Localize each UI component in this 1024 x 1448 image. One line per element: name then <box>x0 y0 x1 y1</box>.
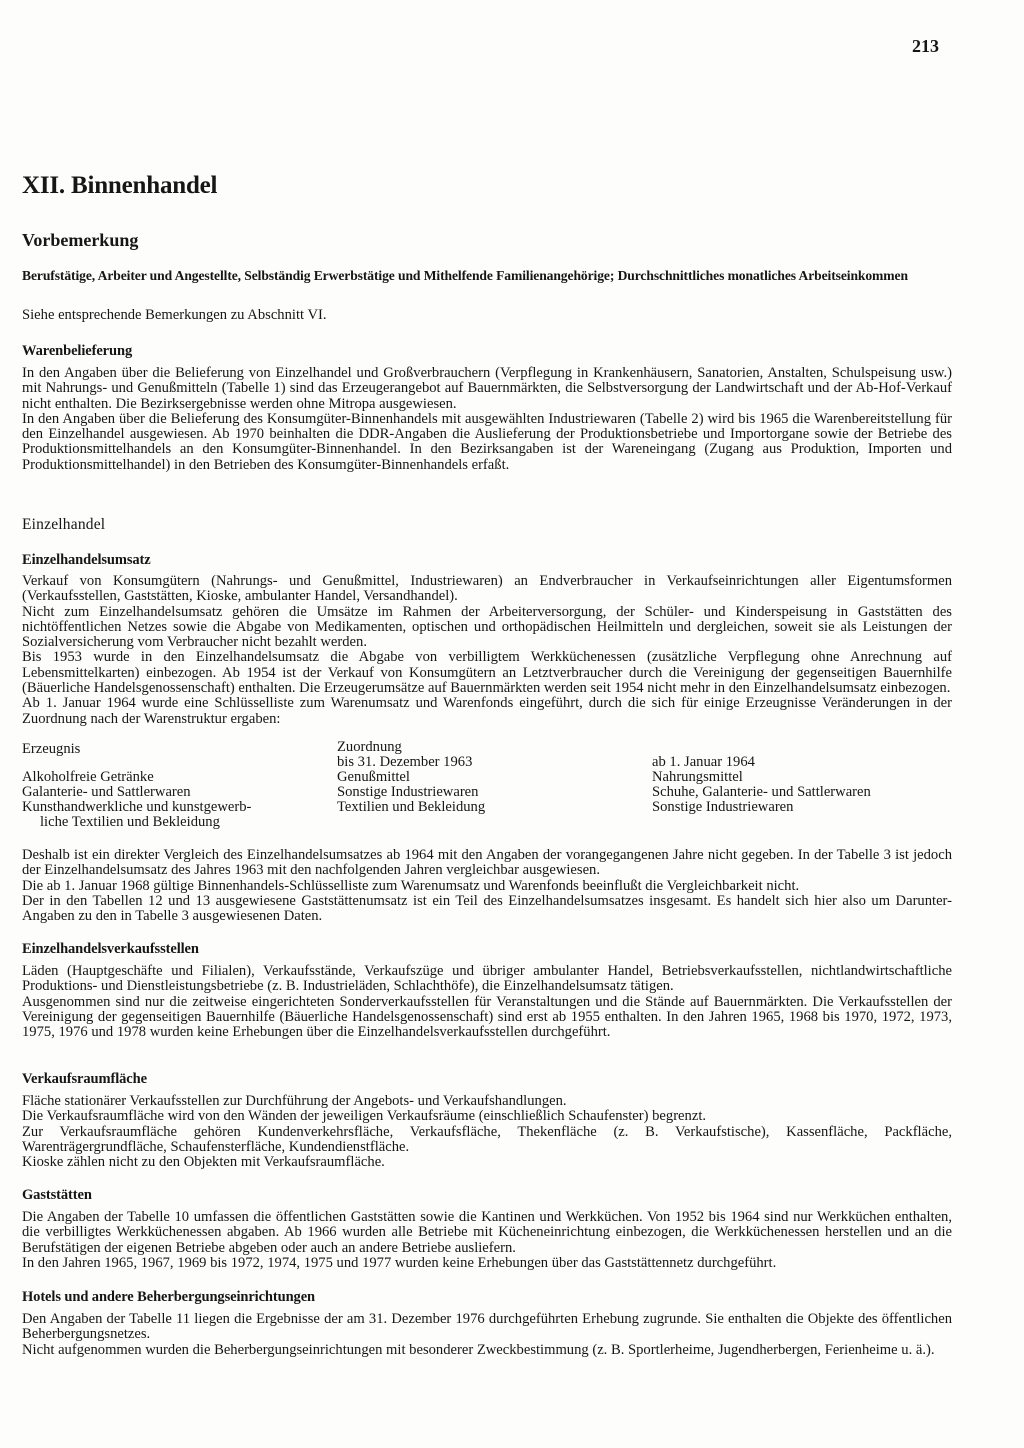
retail-sales-heading: Einzelhandelsumsatz <box>22 552 151 568</box>
restaurants-paragraph: In den Jahren 1965, 1967, 1969 bis 1972, 1974, 1975 und 1977 wurden keine Erhebungen über das Gaststättennetz durchgeführt. <box>22 1254 777 1271</box>
table-header-product: Erzeugnis <box>22 741 81 757</box>
comparison-paragraph: Der in den Tabellen 12 und 13 ausgewiesene Gaststättenumsatz ist ein Teil des Einzelhandelsumsatzes insgesamt. Es handelt sich hier also um Darunter-Angaben zu den in Tabelle 3 ausgewiesenen Daten. <box>22 892 952 925</box>
table-cell-product <box>22 800 322 831</box>
retail-heading: Einzelhandel <box>22 516 106 533</box>
retail-sales-paragraph: Ab 1. Januar 1964 wurde eine Schlüsselliste zum Warenumsatz und Warenfonds eingeführt, durch die sich für einige Erzeugnisse Veränderungen in der Zuordnung nach der Warenstruktur ergaben: <box>22 695 952 727</box>
restaurants-heading: Gaststätten <box>22 1187 92 1203</box>
retail-sales-paragraph: Nicht zum Einzelhandelsumsatz gehören die Umsätze im Rahmen der Arbeiterversorgung, der Schüler- und Kinderspeisung in Gaststätten des nichtöffentlichen Netzes sowie die Abgabe von Medikamenten, optischen und orthopädischen Heilmitteln und dergleichen, soweit sie als Leistungen der Sozialversicherung vom Verbraucher nicht bezahlt werden. <box>22 603 952 651</box>
delivery-paragraph: In den Angaben über die Belieferung von Einzelhandel und Großverbrauchern (Verpflegung in Krankenhäusern, Sanatorien, Anstalten, Schulspeisung usw.) mit Nahrungs- und Genußmitteln (Tabelle 1) sind das Erzeugerangebot auf Bauernmärkten, die Selbstversorgung der Landwirtschaft und der Ab-Hof-Verkauf nicht enthalten. Die Bezirksergebnisse werden ohne Mitropa ausgewiesen. <box>22 365 952 412</box>
page-number: 213 <box>912 36 939 56</box>
hotels-paragraph: Nicht aufgenommen wurden die Beherbergungseinrichtungen mit besonderer Zweckbestimmung (z. B. Sportlerheime, Jugendherbergen, Ferienheime u. ä.). <box>22 1341 935 1358</box>
table-cell-product: Galanterie- und Sattlerwaren <box>22 784 191 800</box>
sales-area-paragraph: Die Verkaufsraumfläche wird von den Wänden der jeweiligen Verkaufsräume (einschließlich Schaufenster) begrenzt. <box>22 1108 707 1125</box>
delivery-heading: Warenbelieferung <box>22 343 133 359</box>
table-header-assignment: Zuordnung <box>337 739 402 755</box>
sales-area-heading: Verkaufsraumfläche <box>22 1071 147 1087</box>
hotels-paragraph: Den Angaben der Tabelle 11 liegen die Ergebnisse der am 31. Dezember 1976 durchgeführten Erhebung zugrunde. Sie enthalten die Objekte des öffentlichen Beherbergungsnetzes. <box>22 1311 952 1343</box>
table-cell-until: Textilien und Bekleidung <box>337 799 486 815</box>
delivery-paragraph: In den Angaben über die Belieferung des Konsumgüter-Binnenhandels mit ausgewählten Industriewaren (Tabelle 2) wird bis 1965 die Warenbereitstellung für den Einzelhandel ausgewiesen. Ab 1970 beinhalten die DDR-Angaben die Auslieferung der Produktionsbetriebe und Importorgane sowie der Betriebe des Produktionsmittelhandels an den Konsumgüter-Binnenhandel. In den Bezirksangaben ist der Wareneingang (Zugang aus Produktion, Importen und Produktionsmittelhandel) in den Betrieben des Konsumgüter-Binnenhandels erfaßt. <box>22 410 952 473</box>
retail-sales-text <box>22 574 952 727</box>
sales-area-paragraph: Zur Verkaufsraumfläche gehören Kundenverkehrsfläche, Verkaufsfläche, Thekenfläche (z. B. Verkaufstische), Kassenfläche, Packfläche, Warenträgergrundfläche, Schaufensterfläche, Kundendienstfläche. <box>22 1123 952 1155</box>
table-cell-from: Sonstige Industriewaren <box>652 799 794 815</box>
table-cell-product: Alkoholfreie Getränke <box>22 769 154 785</box>
comparison-text <box>22 848 952 924</box>
delivery-text <box>22 366 952 473</box>
table-cell-until: Sonstige Industriewaren <box>337 784 479 800</box>
sales-area-text <box>22 1094 952 1170</box>
occupation-text: Siehe entsprechende Bemerkungen zu Abschnitt VI. <box>22 307 327 323</box>
table-header-from: ab 1. Januar 1964 <box>652 754 755 770</box>
hotels-heading: Hotels und andere Beherbergungseinrichtungen <box>22 1289 316 1305</box>
table-cell-from: Schuhe, Galanterie- und Sattlerwaren <box>652 784 871 800</box>
table-header-until: bis 31. Dezember 1963 <box>337 754 473 770</box>
comparison-paragraph: Die ab 1. Januar 1968 gültige Binnenhandels-Schlüsselliste zum Warenumsatz und Warenfonds beeinflußt die Vergleichbarkeit nicht. <box>22 877 800 894</box>
comparison-paragraph: Deshalb ist ein direkter Vergleich des Einzelhandelsumsatzes ab 1964 mit den Angaben der vorangegangenen Jahre nicht gegeben. In der Tabelle 3 ist jedoch der Einzelhandelsumsatz des Jahres 1963 mit den nachfolgenden Jahren vergleichbar ausgewiesen. <box>22 847 952 879</box>
sales-area-paragraph: Fläche stationärer Verkaufsstellen zur Durchführung der Angebots- und Verkaufshandlungen. <box>22 1093 567 1109</box>
occupation-heading: Berufstätige, Arbeiter und Angestellte, Selbständig Erwerbstätige und Mithelfende Familienangehörige; Durchschnittliches monatliches Arbeitseinkommen <box>22 268 908 283</box>
retail-sales-paragraph: Bis 1953 wurde in den Einzelhandelsumsatz die Abgabe von verbilligtem Werkküchenessen (zusätzliche Verpflegung ohne Anrechnung auf Lebensmittelkarten) einbezogen. Ab 1954 ist der Verkauf von Konsumgütern an Letztverbraucher durch die Vereinigung der gegenseitigen Bauernhilfe (Bäuerliche Handelsgenossenschaft) enthalten. Die Erzeugerumsätze auf Bauernmärkten werden seit 1954 nicht mehr in den Einzelhandelsumsatz einbezogen. <box>22 649 952 697</box>
restaurants-text <box>22 1210 952 1271</box>
table-cell-from: Nahrungsmittel <box>652 769 743 785</box>
sales-area-paragraph: Kioske zählen nicht zu den Objekten mit Verkaufsraumfläche. <box>22 1154 385 1171</box>
outlets-text <box>22 964 952 1040</box>
hotels-text <box>22 1312 952 1358</box>
preface-heading: Vorbemerkung <box>22 230 139 250</box>
outlets-heading: Einzelhandelsverkaufsstellen <box>22 941 199 957</box>
outlets-paragraph: Läden (Hauptgeschäfte und Filialen), Verkaufsstände, Verkaufszüge und übriger ambulanter Handel, Betriebsverkaufsstellen, nichtlandwirtschaftliche Produktions- und Dienstleistungsbetriebe (z. B. Industrieläden, Schlachthöfe), die Einzelhandelsumsatz tätigen. <box>22 963 952 995</box>
outlets-paragraph: Ausgenommen sind nur die zeitweise eingerichteten Sonderverkaufsstellen für Veranstaltungen und die Stände auf Bauernmärkten. Die Verkaufsstellen der Vereinigung der gegenseitigen Bauernhilfe (Bäuerliche Handelsgenossenschaft) sind erst ab 1955 enthalten. In den Jahren 1965, 1968 bis 1970, 1972, 1973, 1975, 1976 und 1978 wurden keine Erhebungen über die Einzelhandelsverkaufsstellen durchgeführt. <box>22 993 952 1041</box>
table-cell-until: Genußmittel <box>337 769 410 785</box>
restaurants-paragraph: Die Angaben der Tabelle 10 umfassen die öffentlichen Gaststätten sowie die Kantinen und Werkküchen. Von 1952 bis 1964 sind nur Werkküchen enthalten, die verbilligtes Werkküchenessen abgaben. Ab 1966 wurden alle Betriebe mit Kücheneinrichtung einbezogen, die Werkküchenessen herstellen und an die Berufstätigen der eigenen Betriebe abgeben oder auch an andere Betriebe ausliefern. <box>22 1209 952 1256</box>
table-cell-product-line: Kunsthandwerkliche und kunstgewerb- <box>22 799 252 815</box>
chapter-title: XII. Binnenhandel <box>22 172 218 199</box>
retail-sales-paragraph: Verkauf von Konsumgütern (Nahrungs- und Genußmittel, Industriewaren) an Endverbraucher in Verkaufseinrichtungen aller Eigentumsformen (Verkaufsstellen, Gaststätten, Kioske, ambulanter Handel, Versandhandel). <box>22 573 952 605</box>
table-cell-product-line: liche Textilien und Bekleidung <box>40 814 220 831</box>
